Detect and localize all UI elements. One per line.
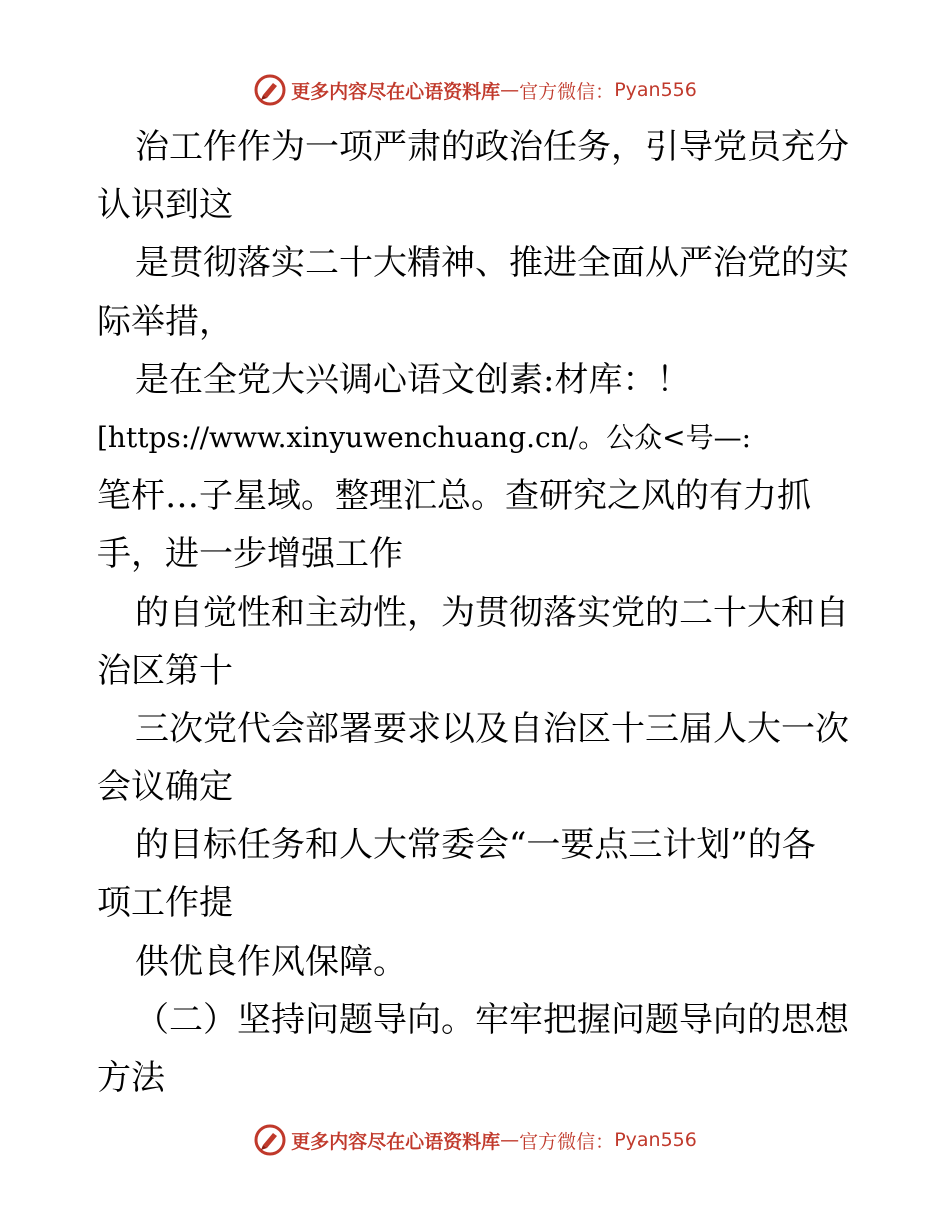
body-line-5: 是在全党大兴调心语文创素:材库：！: [135, 359, 691, 400]
body-line-14: 项工作提: [97, 883, 233, 924]
header-separator: —: [500, 79, 520, 101]
footer-wechat-account: Pyan556: [614, 1129, 697, 1151]
header-wechat-account: Pyan556: [614, 79, 697, 101]
footer-wechat-label: 官方微信：: [519, 1130, 615, 1153]
body-line-12: 会议确定: [97, 767, 233, 808]
body-line-3: 是贯彻落实二十大精神、推进全面从严治党的实: [135, 243, 849, 284]
body-line-13: 的目标任务和人大常委会“一要点三计划”的各: [135, 825, 816, 866]
header-banner: [0, 70, 950, 110]
body-line-15: 供优良作风保障。: [135, 941, 407, 982]
body-line-16: （二）坚持问题导向。牢牢把握问题导向的思想: [135, 999, 849, 1040]
body-line-9: 的自觉性和主动性，为贯彻落实党的二十大和自: [135, 592, 849, 633]
body-line-2: 认识到这: [97, 185, 233, 226]
footer-banner: [0, 1120, 950, 1160]
body-line-7: 笔杆…子星域。整理汇总。查研究之风的有力抓: [97, 476, 811, 517]
pen-heart-logo-icon: [253, 1123, 287, 1157]
body-line-1: 治工作作为一项严肃的政治任务，引导党员充分: [135, 127, 849, 167]
document-body: [97, 118, 857, 1107]
header-wechat-label: 官方微信：: [519, 80, 615, 103]
body-line-10: 治区第十: [97, 650, 233, 691]
header-brand-text: 更多内容尽在心语资料库: [291, 80, 501, 103]
pen-heart-logo-icon: [253, 73, 287, 107]
footer-brand-text: 更多内容尽在心语资料库: [291, 1130, 501, 1153]
body-line-4: 际举措，: [97, 301, 233, 342]
body-line-8: 手，进一步增强工作: [97, 534, 403, 575]
body-line-17: 方法: [97, 1058, 165, 1098]
body-line-6: [https://www.xinyuwenchuang.cn/。公众<号—:: [97, 420, 752, 454]
footer-separator: —: [500, 1129, 520, 1151]
body-line-11: 三次党代会部署要求以及自治区十三届人大一次: [135, 708, 849, 749]
